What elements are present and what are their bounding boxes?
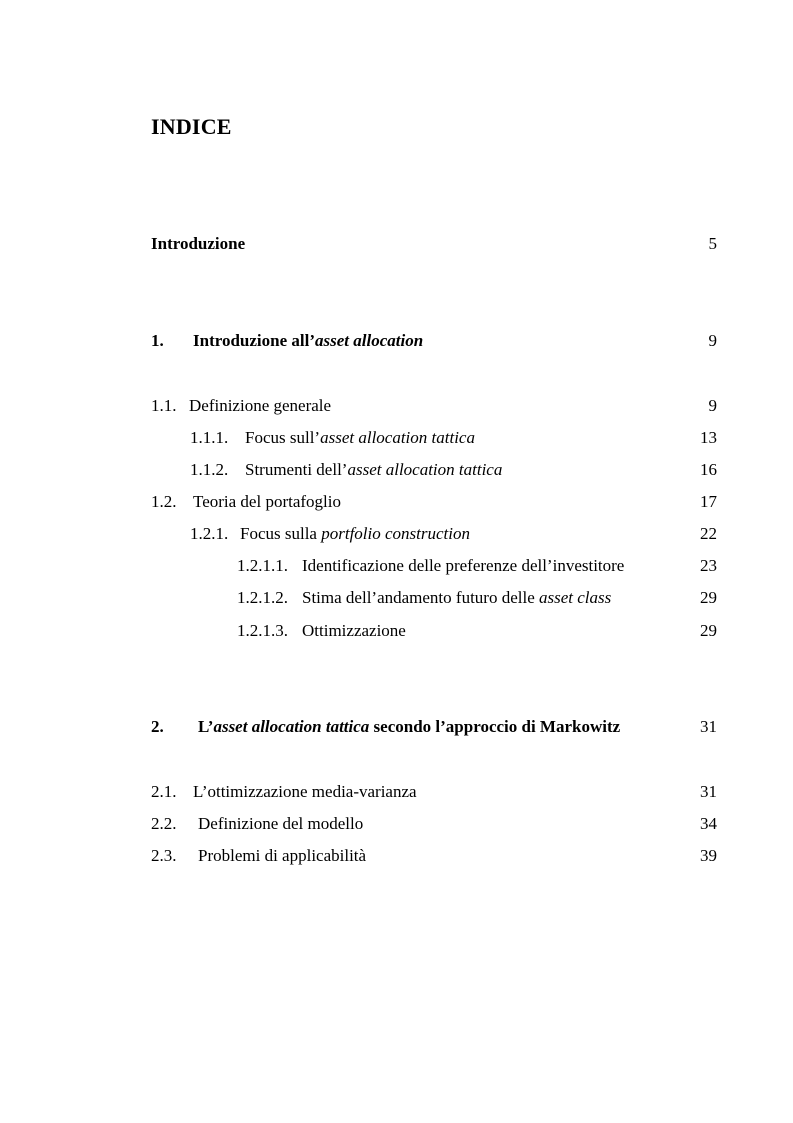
toc-entry-page: 29 — [700, 588, 717, 607]
toc-entry-introduzione[interactable] — [0, 231, 793, 257]
toc-entry-label: L’ottimizzazione media-varianza — [193, 782, 417, 801]
toc-entry-label: Stima dell’andamento futuro delle asset class — [302, 588, 612, 607]
toc-entry-page: 9 — [708, 331, 717, 350]
toc-entry-number: 1.1.1. — [190, 428, 229, 447]
toc-entry-page: 39 — [700, 846, 717, 865]
toc-entry-number: 2.2. — [151, 814, 177, 833]
toc-entry-page: 16 — [700, 460, 717, 479]
toc-entry-label: Definizione generale — [189, 396, 332, 415]
toc-chapter-2[interactable] — [0, 714, 793, 740]
toc-entry-page: 17 — [700, 492, 717, 511]
toc-entry-2-2[interactable] — [0, 811, 793, 837]
toc-entry-number: 1.2. — [151, 492, 177, 511]
toc-chapter-title: L’asset allocation tattica secondo l’approccio di Markowitz — [198, 717, 621, 736]
toc-entry-page: 34 — [700, 814, 717, 833]
page-title: INDICE — [151, 114, 232, 139]
toc-entry-1-1-1[interactable] — [0, 425, 793, 451]
toc-entry-page: 29 — [700, 621, 717, 640]
toc-entry-page: 13 — [700, 428, 717, 447]
toc-entry-label: Focus sulla portfolio construction — [240, 524, 470, 543]
toc-chapter-title: Introduzione all’asset allocation — [193, 331, 424, 350]
toc-entry-1-2-1-2[interactable] — [0, 585, 793, 611]
toc-entry-label: Focus sull’asset allocation tattica — [245, 428, 475, 447]
toc-entry-label: Strumenti dell’asset allocation tattica — [245, 460, 503, 479]
toc-entry-1-2-1-1[interactable] — [0, 553, 793, 579]
toc-entry-number: 1.2.1. — [190, 524, 229, 543]
toc-entry-number: 1.1. — [151, 396, 177, 415]
toc-entry-1-1[interactable] — [0, 393, 793, 419]
toc-entry-page: 31 — [700, 782, 717, 801]
toc-entry-1-2-1-3[interactable] — [0, 618, 793, 644]
toc-entry-label: Problemi di applicabilità — [198, 846, 367, 865]
toc-entry-2-1[interactable] — [0, 779, 793, 805]
toc-entry-1-1-2[interactable] — [0, 457, 793, 483]
toc-entry-label: Teoria del portafoglio — [193, 492, 341, 511]
toc-entry-page: 9 — [708, 396, 717, 415]
toc-entry-page: 5 — [708, 234, 717, 253]
toc-entry-number: 1.2.1.3. — [237, 621, 288, 640]
toc-entry-label: Identificazione delle preferenze dell’investitore — [302, 556, 625, 575]
toc-entry-label: Ottimizzazione — [302, 621, 406, 640]
toc-chapter-number: 1. — [151, 331, 164, 350]
toc-chapter-1[interactable] — [0, 328, 793, 354]
toc-entry-number: 1.1.2. — [190, 460, 229, 479]
toc-entry-page: 22 — [700, 524, 717, 543]
toc-entry-2-3[interactable] — [0, 843, 793, 869]
toc-entry-1-2-1[interactable] — [0, 521, 793, 547]
toc-entry-number: 1.2.1.2. — [237, 588, 288, 607]
toc-entry-page: 23 — [700, 556, 717, 575]
toc-entry-number: 2.1. — [151, 782, 177, 801]
toc-entry-1-2[interactable] — [0, 489, 793, 515]
toc-entry-page: 31 — [700, 717, 717, 736]
toc-entry-number: 2.3. — [151, 846, 177, 865]
toc-entry-label: Introduzione — [151, 234, 246, 253]
toc-entry-label: Definizione del modello — [198, 814, 364, 833]
toc-chapter-number: 2. — [151, 717, 164, 736]
toc-entry-number: 1.2.1.1. — [237, 556, 288, 575]
